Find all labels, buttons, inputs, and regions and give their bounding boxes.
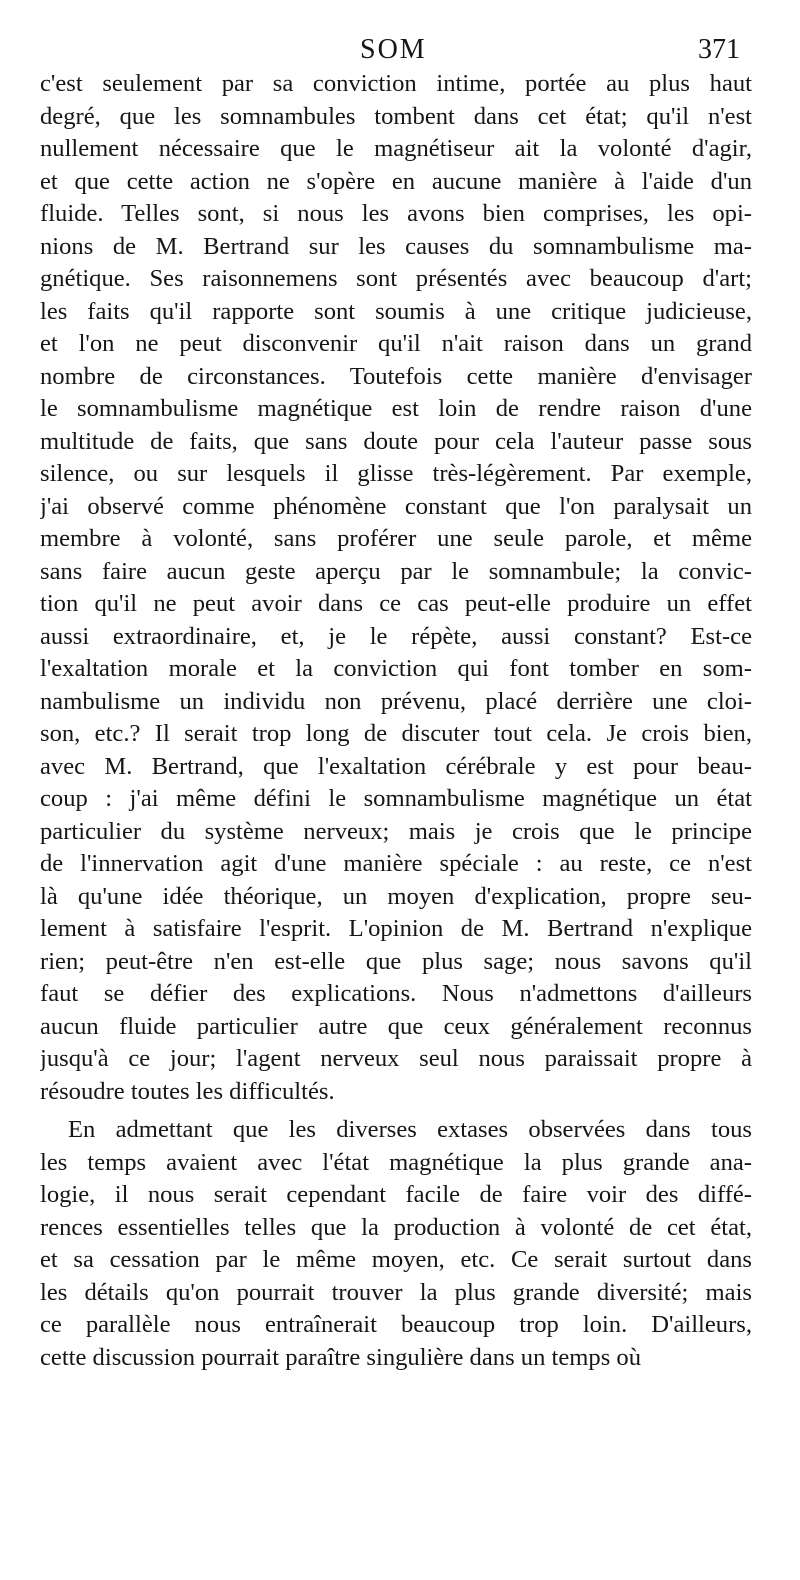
text-line: faut se défier des explications. Nous n'admettons d'ailleurs bbox=[40, 980, 752, 1007]
running-head: SOM bbox=[360, 34, 427, 65]
page-number: 371 bbox=[698, 34, 740, 65]
text-line: ce parallèle nous entraînerait beaucoup trop loin. D'ailleurs, bbox=[40, 1311, 752, 1338]
text-line: les détails qu'on pourrait trouver la plus grande diversité; mais bbox=[40, 1278, 752, 1306]
text-line: et que cette action ne s'opère en aucune manière à l'aide d'un bbox=[40, 167, 752, 195]
text-line: résoudre toutes les difficultés. bbox=[40, 1077, 335, 1105]
body-text bbox=[40, 68, 752, 1374]
text-line: sans faire aucun geste aperçu par le somnambule; la convic- bbox=[40, 557, 752, 585]
text-line: rien; peut-être n'en est-elle que plus sage; nous savons qu'il bbox=[40, 947, 752, 975]
text-line: degré, que les somnambules tombent dans cet état; qu'il n'est bbox=[40, 102, 752, 130]
text-line: son, etc.? Il serait trop long de discuter tout cela. Je crois bien, bbox=[40, 720, 752, 747]
text-line: lement à satisfaire l'esprit. L'opinion de M. Bertrand n'explique bbox=[40, 915, 752, 942]
text-line: le somnambulisme magnétique est loin de rendre raison d'une bbox=[40, 395, 752, 422]
text-line: gnétique. Ses raisonnemens sont présentés avec beaucoup d'art; bbox=[40, 265, 752, 292]
text-line: rences essentielles telles que la production à volonté de cet état, bbox=[40, 1213, 752, 1241]
text-line: nions de M. Bertrand sur les causes du somnambulisme ma- bbox=[40, 232, 752, 260]
text-line: et l'on ne peut disconvenir qu'il n'ait raison dans un grand bbox=[40, 330, 752, 357]
text-line: les temps avaient avec l'état magnétique la plus grande ana- bbox=[40, 1148, 752, 1176]
text-line: de l'innervation agit d'une manière spéciale : au reste, ce n'est bbox=[40, 850, 752, 877]
text-line: les faits qu'il rapporte sont soumis à une critique judicieuse, bbox=[40, 297, 752, 325]
text-line: j'ai observé comme phénomène constant que l'on paralysait un bbox=[40, 492, 752, 520]
text-line: logie, il nous serait cependant facile de faire voir des diffé- bbox=[40, 1181, 752, 1208]
text-line: En admettant que les diverses extases observées dans tous bbox=[68, 1116, 752, 1143]
text-line: cette discussion pourrait paraître singulière dans un temps où bbox=[40, 1343, 642, 1371]
text-line: multitude de faits, que sans doute pour cela l'auteur passe sous bbox=[40, 427, 752, 455]
text-line: nullement nécessaire que le magnétiseur ait la volonté d'agir, bbox=[40, 135, 752, 162]
text-line: silence, ou sur lesquels il glisse très-légèrement. Par exemple, bbox=[40, 460, 752, 487]
text-line: aussi extraordinaire, et, je le répète, aussi constant? Est-ce bbox=[40, 622, 752, 650]
text-line: là qu'une idée théorique, un moyen d'explication, propre seu- bbox=[40, 882, 752, 910]
text-line: l'exaltation morale et la conviction qui font tomber en som- bbox=[40, 655, 752, 682]
text-line: avec M. Bertrand, que l'exaltation cérébrale y est pour beau- bbox=[40, 752, 752, 780]
text-line: c'est seulement par sa conviction intime, portée au plus haut bbox=[40, 70, 752, 97]
page-header bbox=[0, 34, 800, 70]
paragraph bbox=[40, 68, 752, 1108]
text-line: nombre de circonstances. Toutefois cette manière d'envisager bbox=[40, 362, 752, 390]
text-line: aucun fluide particulier autre que ceux généralement reconnus bbox=[40, 1012, 752, 1040]
paragraph bbox=[40, 1114, 752, 1374]
text-line: coup : j'ai même défini le somnambulisme magnétique un état bbox=[40, 785, 752, 812]
text-line: et sa cessation par le même moyen, etc. Ce serait surtout dans bbox=[40, 1246, 752, 1273]
text-line: tion qu'il ne peut avoir dans ce cas peut-elle produire un effet bbox=[40, 590, 752, 617]
text-line: particulier du système nerveux; mais je crois que le principe bbox=[40, 817, 752, 845]
text-line: nambulisme un individu non prévenu, placé derrière une cloi- bbox=[40, 687, 752, 715]
text-line: fluide. Telles sont, si nous les avons bien comprises, les opi- bbox=[40, 200, 752, 227]
text-line: membre à volonté, sans proférer une seule parole, et même bbox=[40, 525, 752, 552]
text-line: jusqu'à ce jour; l'agent nerveux seul nous paraissait propre à bbox=[40, 1045, 752, 1072]
